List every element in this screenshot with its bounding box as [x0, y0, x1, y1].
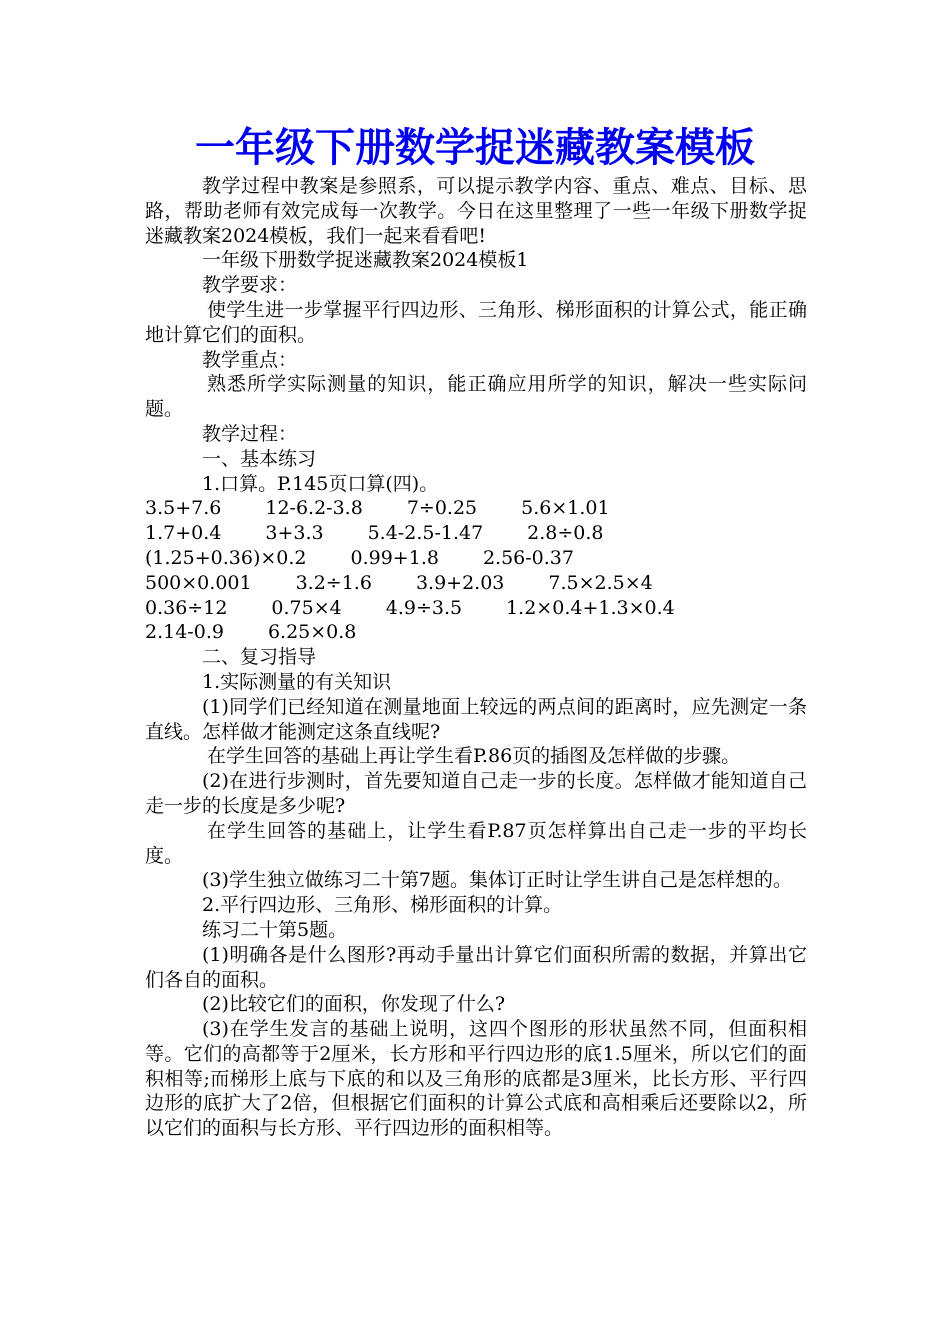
calculation-item: 5.6×1.01	[521, 497, 610, 520]
calculation-row	[145, 596, 807, 621]
document-body	[145, 174, 807, 1141]
section-title: 一年级下册数学捉迷藏教案2024模板1	[202, 249, 529, 272]
answer-2: 在学生回答的基础上，让学生看P.87页怎样算出自己走一步的平均长度。	[145, 819, 807, 867]
step-3: (3)在学生发言的基础上说明，这四个图形的形状虽然不同，但面积相等。它们的高都等于2厘米，长方形和平行四边形的底1.5厘米，所以它们的面积相等;而梯形上底与下底的和以及三角形的底都是3厘米，比长方形、平行四边形的底扩大了2倍，但根据它们面积的计算公式底和高相乘后还要除以2，所以它们的面积与长方形、平行四边形的面积相等。	[145, 1018, 807, 1140]
calculation-row	[145, 620, 807, 645]
calculation-item: 2.14-0.9	[145, 621, 224, 644]
calculation-item: 7.5×2.5×4	[548, 571, 653, 594]
oral-calc-item: 1.口算。P.145页口算(四)。	[202, 472, 439, 495]
requirements-heading: 教学要求：	[202, 274, 298, 297]
measurement-heading: 1.实际测量的有关知识	[202, 670, 392, 693]
calculation-row	[145, 546, 807, 571]
calculation-item: 1.2×0.4+1.3×0.4	[506, 596, 675, 619]
key-points-heading: 教学重点：	[202, 348, 298, 371]
calculation-item: 0.99+1.8	[350, 546, 439, 569]
question-2: (2)在进行步测时，首先要知道自己走一步的长度。怎样做才能知道自己走一步的长度是多少呢?	[145, 770, 807, 817]
calculation-item: 12-6.2-3.8	[265, 497, 363, 520]
page-title: 一年级下册数学捉迷藏教案模板	[195, 124, 755, 171]
step-2: (2)比较它们的面积，你发现了什么?	[202, 993, 506, 1016]
calculation-list	[145, 496, 807, 645]
calculation-item: 7÷0.25	[406, 497, 478, 520]
calculation-item: 3.2÷1.6	[295, 571, 372, 594]
requirements-text: 使学生进一步掌握平行四边形、三角形、梯形面积的计算公式，能正确地计算它们的面积。	[145, 298, 807, 346]
question-3: (3)学生独立做练习二十第7题。集体订正时让学生讲自己是怎样想的。	[202, 869, 793, 892]
calculation-item: 4.9÷3.5	[385, 596, 463, 619]
calculation-item: 5.4-2.5-1.47	[367, 522, 484, 545]
calculation-item: 3.9+2.03	[415, 571, 505, 594]
calculation-row	[145, 521, 807, 546]
calculation-item: 6.25×0.8	[267, 621, 357, 644]
part-one-heading: 一、基本练习	[202, 447, 317, 470]
calculation-item: 1.7+0.4	[145, 522, 222, 545]
calculation-item: 0.75×4	[271, 596, 342, 619]
calculation-item: 500×0.001	[145, 571, 252, 594]
calculation-row	[145, 571, 807, 596]
calculation-row	[145, 496, 807, 521]
calculation-item: 3+3.3	[265, 522, 324, 545]
area-heading: 2.平行四边形、三角形、梯形面积的计算。	[202, 894, 563, 917]
answer-1: 在学生回答的基础上再让学生看P.86页的插图及怎样做的步骤。	[207, 745, 741, 768]
intro-paragraph: 教学过程中教案是参照系，可以提示教学内容、重点、难点、目标、思路，帮助老师有效完成每一次教学。今日在这里整理了一些一年级下册数学捉迷藏教案2024模板，我们一起来看看吧!	[145, 175, 807, 247]
step-1: (1)明确各是什么图形?再动手量出计算它们面积所需的数据，并算出它们各自的面积。	[145, 943, 807, 991]
calculation-item: 0.36÷12	[145, 596, 228, 619]
calculation-item: 2.8÷0.8	[527, 522, 604, 545]
calculation-item: 2.56-0.37	[482, 546, 574, 569]
process-heading: 教学过程：	[202, 422, 298, 445]
calculation-item: (1.25+0.36)×0.2	[145, 546, 307, 569]
part-two-heading: 二、复习指导	[202, 646, 317, 669]
question-1: (1)同学们已经知道在测量地面上较远的两点间的距离时，应先测定一条直线。怎样做才能测定这条直线呢?	[145, 695, 807, 743]
exercise-5: 练习二十第5题。	[202, 918, 348, 941]
key-points-text: 熟悉所学实际测量的知识，能正确应用所学的知识，解决一些实际问题。	[145, 373, 807, 421]
calculation-item: 3.5+7.6	[145, 497, 222, 520]
